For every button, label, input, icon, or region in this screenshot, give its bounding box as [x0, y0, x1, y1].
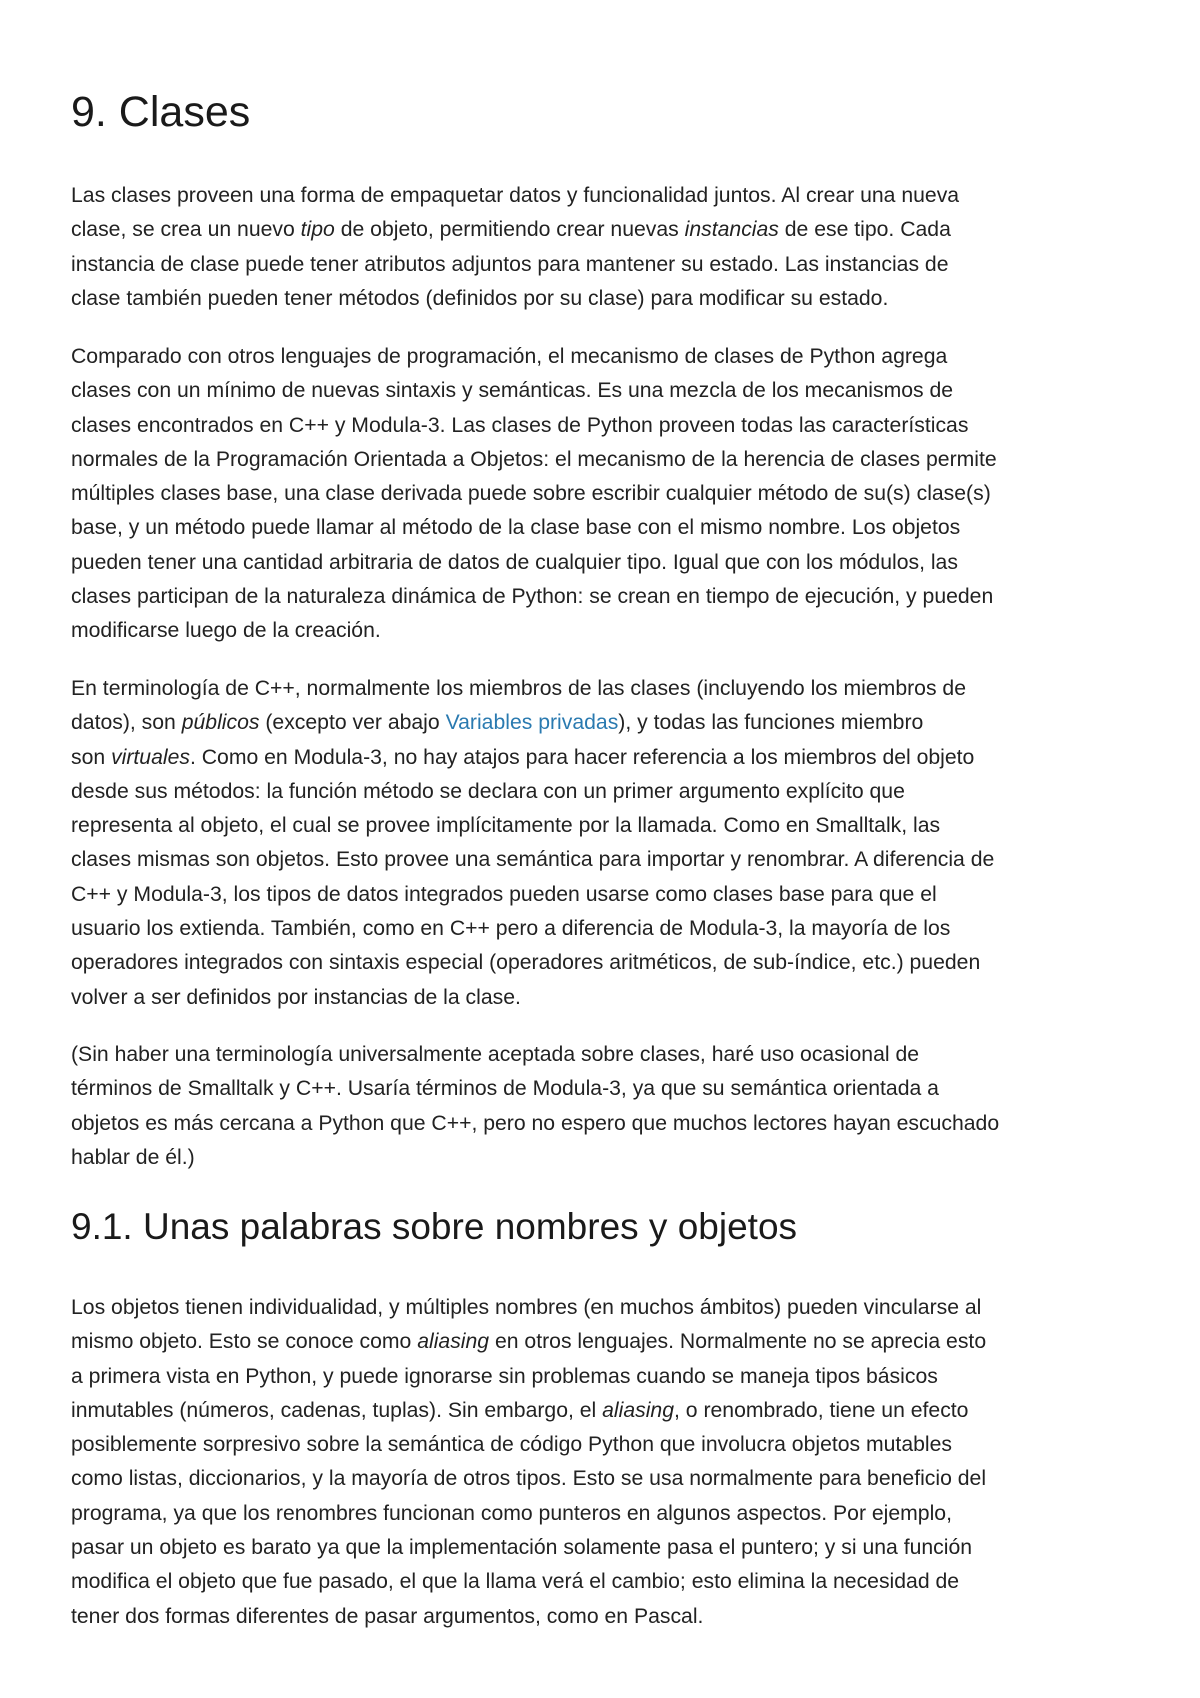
text-line: programa, ya que los renombres funcionan como punteros en algunos aspectos. Por ejemplo, [71, 1501, 952, 1525]
text-fragment: inmutables (números, cadenas, tuplas). Sin embargo, el [71, 1398, 603, 1422]
text-line: Comparado con otros lenguajes de programación, el mecanismo de clases de Python agrega [71, 345, 948, 368]
text-line: tener dos formas diferentes de pasar argumentos, como en Pascal. [71, 1604, 704, 1628]
text-line: volver a ser definidos por instancias de la clase. [71, 985, 521, 1009]
paragraph-note [71, 1038, 1151, 1175]
text-line [71, 706, 1151, 740]
emphasis-aliasing: aliasing [602, 1398, 674, 1422]
text-fragment: son [71, 745, 112, 769]
text-line: clases participan de la naturaleza dinámica de Python: se crean en tiempo de ejecución, y pueden [71, 585, 994, 609]
text-line: clases mismas son objetos. Esto provee una semántica para importar y renombrar. A diferencia de [71, 848, 995, 872]
paragraph-terminology [71, 672, 1151, 1015]
text-fragment: de objeto, permitiendo crear nuevas [334, 218, 685, 242]
text-line: a primera vista en Python, y puede ignorarse sin problemas cuando se maneja tipos básicos [71, 1364, 938, 1388]
emphasis-tipo: tipo [300, 218, 335, 242]
text-line: C++ y Modula-3, los tipos de datos integrados pueden usarse como clases base para que el [71, 882, 937, 906]
variables-privadas-link[interactable]: Variables privadas [445, 711, 619, 735]
text-line: desde sus métodos: la función método se declara con un primer argumento explícito que [71, 779, 905, 803]
text-line: clases con un mínimo de nuevas sintaxis y semánticas. Es una mezcla de los mecanismos de [71, 379, 954, 403]
text-fragment: de ese tipo. Cada [778, 218, 951, 242]
text-line: modifica el objeto que fue pasado, el que la llama verá el cambio; esto elimina la necesidad de [71, 1570, 960, 1594]
text-line: múltiples clases base, una clase derivada puede sobre escribir cualquier método de su(s) clase(s) [71, 482, 991, 506]
text-line: como listas, diccionarios, y la mayoría de otros tipos. Esto se usa normalmente para beneficio del [71, 1467, 987, 1491]
paragraph-names-objects [71, 1291, 1151, 1634]
text-line: posiblemente sorpresivo sobre la semántica de código Python que involucra objetos mutables [71, 1433, 952, 1457]
paragraph-comparison [71, 340, 1151, 649]
section-title: 9.1. Unas palabras sobre nombres y objetos [71, 1206, 798, 1247]
text-line: clase también pueden tener métodos (definidos por su clase) para modificar su estado. [71, 286, 889, 310]
text-line [71, 741, 1151, 775]
text-line: operadores integrados con sintaxis especial (operadores aritméticos, de sub-índice, etc.) pueden [71, 951, 981, 975]
text-line: base, y un método puede llamar al método de la clase base con el mismo nombre. Los objetos [71, 516, 961, 540]
text-line: objetos es más cercana a Python que C++, pero no espero que muchos lectores hayan escuchado [71, 1111, 1000, 1135]
text-line: hablar de él.) [71, 1145, 195, 1169]
text-fragment: . Como en Modula-3, no hay atajos para hacer referencia a los miembros del objeto [189, 745, 975, 769]
text-fragment: en otros lenguajes. Normalmente no se aprecia esto [489, 1330, 987, 1354]
text-line: representa al objeto, el cual se provee implícitamente por la llamada. Como en Smalltalk, las [71, 814, 941, 838]
text-line: pasar un objeto es barato ya que la implementación solamente pasa el puntero; y si una función [71, 1536, 973, 1560]
text-line: Los objetos tienen individualidad, y múltiples nombres (en muchos ámbitos) pueden vincularse al [71, 1296, 982, 1319]
text-line: modificarse luego de la creación. [71, 619, 381, 643]
text-line: clases encontrados en C++ y Modula-3. Las clases de Python proveen todas las características [71, 413, 969, 437]
text-line: Las clases proveen una forma de empaquetar datos y funcionalidad juntos. Al crear una nueva [71, 184, 960, 207]
text-line: términos de Smalltalk y C++. Usaría términos de Modula-3, ya que su semántica orientada a [71, 1077, 939, 1101]
text-line [71, 1394, 1151, 1428]
paragraph-intro [71, 179, 1151, 316]
text-line: En terminología de C++, normalmente los miembros de las clases (incluyendo los miembros de [71, 677, 966, 700]
text-line [71, 213, 1151, 247]
emphasis-aliasing: aliasing [417, 1330, 490, 1354]
emphasis-publicos: públicos [181, 711, 260, 735]
text-fragment: , o renombrado, tiene un efecto [674, 1398, 969, 1422]
text-fragment: (excepto ver abajo [259, 711, 446, 735]
text-line: instancia de clase puede tener atributos adjuntos para mantener su estado. Las instancias de [71, 252, 949, 276]
text-fragment: mismo objeto. Esto se conoce como [71, 1330, 418, 1354]
text-line: pueden tener una cantidad arbitraria de datos de cualquier tipo. Igual que con los módulos, las [71, 550, 958, 574]
text-line: (Sin haber una terminología universalmente aceptada sobre clases, haré uso ocasional de [71, 1043, 920, 1066]
text-fragment: ), y todas las funciones miembro [618, 711, 924, 735]
text-fragment: datos), son [71, 711, 182, 735]
page-title: 9. Clases [71, 88, 251, 136]
text-line [71, 1325, 1151, 1359]
emphasis-instancias: instancias [684, 218, 779, 242]
text-fragment: clase, se crea un nuevo [71, 218, 301, 242]
text-line: normales de la Programación Orientada a Objetos: el mecanismo de la herencia de clases permite [71, 447, 997, 471]
emphasis-virtuales: virtuales [111, 745, 190, 769]
text-line: usuario los extienda. También, como en C++ pero a diferencia de Modula-3, la mayoría de los [71, 917, 951, 941]
